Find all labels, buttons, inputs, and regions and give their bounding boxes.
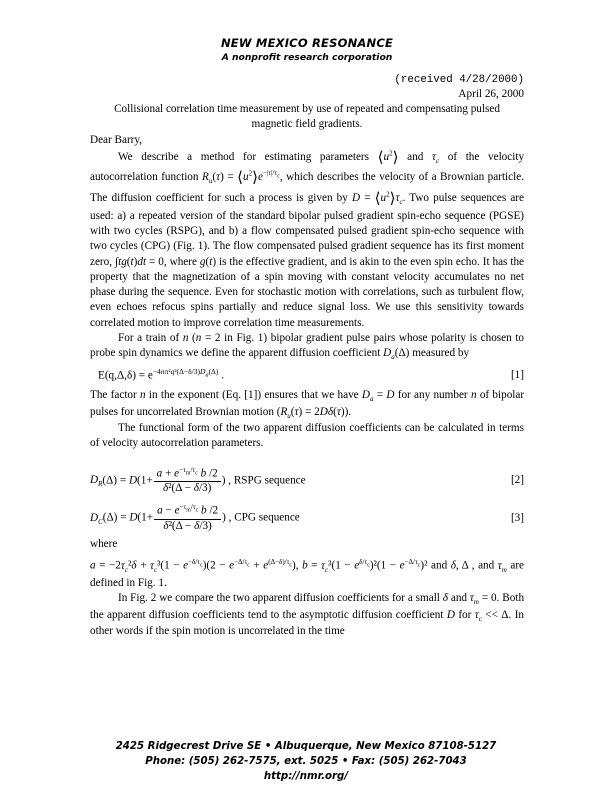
paragraph-5: In Fig. 2 we compare the two apparent diffusion coefficients for a small δ and $\tau_m = 0$. Both the apparent diffusion coefficients tend to the asymptotic diffusion coefficient D for $\tau_c << \Delta$. In other words if the spin motion is uncorrelated in the time — [90, 591, 525, 638]
received-stamp: (received 4/28/2000) — [394, 74, 524, 87]
equation-1: $E(q,\Delta,\delta) = e^{-4n\pi^2q^2(\Delta-\delta/3)D_a(\Delta)}$ . [1] — [98, 366, 524, 382]
footer-address: 2425 Ridgecrest Drive SE • Albuquerque, New Mexico 87108-5127 — [115, 741, 497, 752]
math-tau-c: $\tau_c$ — [431, 150, 440, 165]
equation-1-number: [1] — [510, 368, 524, 381]
org-tagline: A nonprofit research corporation — [221, 51, 393, 63]
letter-title: Collisional correlation time measurement by use of repeated and compensating pulsed magnetic field gradients. — [114, 103, 500, 131]
footer-url[interactable]: http://nmr.org/ — [263, 770, 349, 782]
salutation: Dear Barry, — [90, 133, 143, 146]
math-Ru: $R_u(\tau)$ = $⟨u^2⟩e^{-|\tau|/\tau_c}$ — [202, 169, 280, 187]
math-u2: $⟨u^2⟩$ — [377, 149, 399, 166]
where-label: where — [90, 537, 118, 550]
parameter-definitions: $a = -2\tau_c^2\delta + \tau_c^3(1 - e^{-\delta/\tau_c})(2 - e^{-\Delta/\tau_c} + e^{(\Delta-\delta)/\tau_c})$, $b = \tau_c^3(1 - e^{\delta/\tau_c})^2(1 - e^{-\Delta/\tau_c})^2$ and δ, Δ , and $\tau_m$ are defined in Fig. 1. — [90, 558, 525, 589]
letter-footer — [0, 740, 612, 784]
org-name: NEW MEXICO RESONANCE — [220, 36, 394, 50]
math-first-moment: ∫tg(t)dt = 0 — [115, 255, 164, 268]
letter-page — [90, 36, 524, 640]
math-g-t: g — [199, 255, 206, 268]
paragraph-2: For a train of n (n = 2 in Fig. 1) bipolar gradient pulse pairs whose polarity is chosen to probe spin dynamics we define the apparent diffusion coefficient $D_a(\Delta)$ measured by — [90, 331, 525, 362]
letter-date: April 26, 2000 — [458, 87, 524, 100]
paragraph-1: We describe a method for estimating parameters $⟨u^2⟩$ and $\tau_c$ of the velocity autocorrelation function $R_u(\tau)$ = $⟨u^2⟩e^{-|\tau|/\tau_c}$, which describes the velocity of a Brownian particle. The diffusion coefficient for such a process is given by $D = ⟨u^2⟩\tau_c$. Two pulse sequences are used: a) a repeated version of the standard bipolar pulsed gradient spin-echo sequence (PGSE) with two cycles (RSPG), and b) a flow compensated pulsed gradient spin-echo sequence with two cycles (CPG) (Fig. 1). The flow compensated pulsed gradient sequence has its first moment zero, ∫tg(t)dt = 0, where g(t) is the effective gradient, and is akin to the even spin echo. It has the property that the magnetization of a spin moving with constant velocity accumulates no net phase during the sequence. Even for stochastic motion with correlations, such as turbulent flow, even echoes refocus spins partially and reduce signal loss. We use this sensitivity towards correlated motion to improve correlation time measurements. — [90, 149, 525, 329]
equation-3-number: [3] — [510, 511, 524, 524]
equation-2: $D_R(\Delta) = D(1+$ $\frac{a + e^{-\tau_m/\tau_c} b /2}{\text{δ²(Δ − δ/3)}}$ ) , RSPG sequence [2] — [90, 465, 524, 494]
equation-3: $D_C(\Delta) = D(1+$ $\frac{a - e^{-\tau_m/\tau_c} b /2}{\text{δ²(Δ − δ/3)}}$ ) , CPG sequence [3] — [90, 503, 524, 532]
math-D-def: $D = ⟨u^2⟩\tau_c$ — [351, 189, 403, 207]
paragraph-4: The functional form of the two apparent diffusion coefficients can be calculated in terms of velocity autocorrelation parameters. — [90, 422, 524, 450]
letterhead — [90, 36, 524, 64]
paragraph-3: The factor n in the exponent (Eq. [1]) ensures that we have $D_a = D$ for any number n of bipolar pulses for uncorrelated Brownian motion $(R_u(\tau) = 2D\delta(\tau))$. — [90, 388, 525, 420]
equation-2-number: [2] — [510, 473, 524, 486]
footer-phone: Phone: (505) 262-7575, ext. 5025 • Fax: (505) 262-7043 — [145, 755, 467, 767]
math-Da: $D_a(\Delta)$ — [383, 347, 410, 362]
